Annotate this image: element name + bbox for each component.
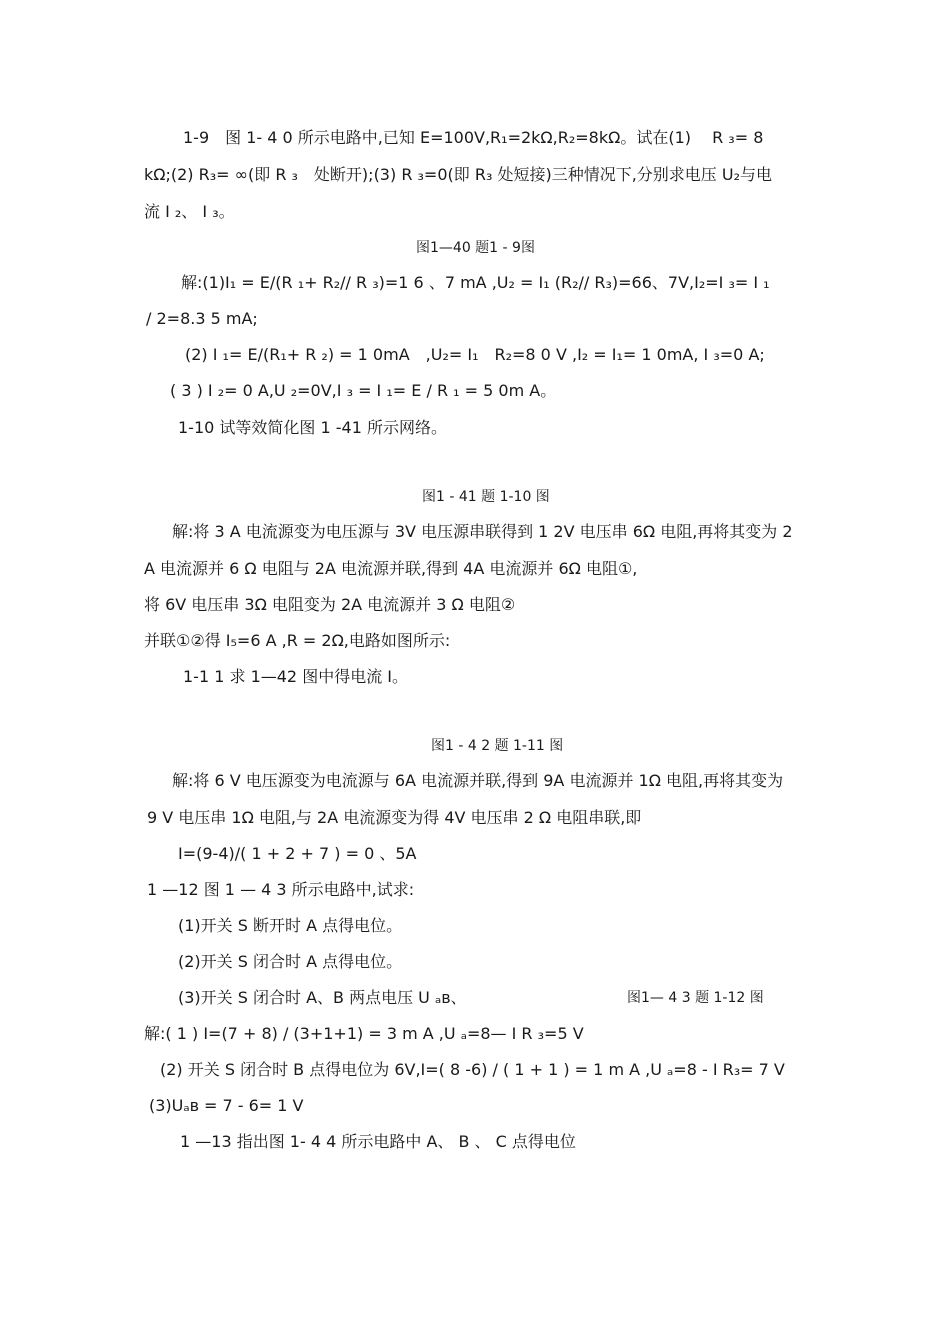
line-sol-1-11-a: 解:将 6 V 电压源变为电流源与 6A 电流源并联,得到 9A 电流源并 1Ω 电阻,再将其变为 (172, 771, 784, 790)
line-1-12-q2: (2)开关 S 闭合时 A 点得电位。 (178, 952, 403, 971)
line-sol-1-11-b: 9 V 电压串 1Ω 电阻,与 2A 电流源变为得 4V 电压串 2 Ω 电阻串联,即 (147, 808, 642, 827)
line-sol-1-9-c: (2) I ₁= E/(R₁+ R ₂) = 1 0mA ,U₂= I₁ R₂=8 0 V ,I₂ = I₁= 1 0mA, I ₃=0 A; (185, 345, 765, 364)
line-1-9-a: 1-9 图 1- 4 0 所示电路中,已知 E=100V,R₁=2kΩ,R₂=8kΩ。试在(1) R ₃= 8 (183, 128, 764, 147)
line-1-10: 1-10 试等效简化图 1 -41 所示网络。 (178, 418, 447, 437)
line-1-12: 1 —12 图 1 — 4 3 所示电路中,试求: (147, 880, 415, 899)
caption-fig-1-41: 图1 - 41 题 1-10 图 (422, 489, 550, 505)
line-1-9-b: kΩ;(2) R₃= ∞(即 R ₃ 处断开);(3) R ₃=0(即 R₃ 处短接)三种情况下,分别求电压 U₂与电 (144, 165, 773, 184)
line-sol-1-10-a: 解:将 3 A 电流源变为电压源与 3V 电压源串联得到 1 2V 电压串 6Ω 电阻,再将其变为 2 (172, 522, 793, 541)
line-1-12-q3: (3)开关 S 闭合时 A、B 两点电压 U ₐʙ、 (178, 988, 467, 1007)
line-1-11: 1-1 1 求 1—42 图中得电流 I。 (183, 667, 409, 686)
line-sol-1-11-c: I=(9-4)/( 1 + 2 + 7 ) = 0 、5A (178, 844, 417, 863)
caption-fig-1-43: 图1— 4 3 题 1-12 图 (627, 990, 764, 1006)
line-sol-1-12-b: (2) 开关 S 闭合时 B 点得电位为 6V,I=( 8 -6) / ( 1 + 1 ) = 1 m A ,U ₐ=8 - I R₃= 7 V (160, 1060, 785, 1079)
caption-fig-1-40: 图1—40 题1 - 9图 (416, 240, 535, 256)
line-1-13: 1 —13 指出图 1- 4 4 所示电路中 A、 B 、 C 点得电位 (180, 1132, 576, 1151)
caption-fig-1-42: 图1 - 4 2 题 1-11 图 (431, 738, 564, 754)
line-sol-1-10-b: A 电流源并 6 Ω 电阻与 2A 电流源并联,得到 4A 电流源并 6Ω 电阻①, (144, 559, 638, 578)
line-sol-1-9-b: / 2=8.3 5 mA; (146, 309, 258, 328)
line-sol-1-9-a: 解:(1)I₁ = E/(R ₁+ R₂// R ₃)=1 6 、7 mA ,U₂ = I₁ (R₂// R₃)=66、7V,I₂=I ₃= I ₁ (181, 273, 770, 292)
line-1-12-q1: (1)开关 S 断开时 A 点得电位。 (178, 916, 403, 935)
line-sol-1-12-c: (3)Uₐʙ = 7 - 6= 1 V (149, 1096, 304, 1115)
line-sol-1-10-d: 并联①②得 I₅=6 A ,R = 2Ω,电路如图所示: (144, 631, 451, 650)
line-sol-1-12-a: 解:( 1 ) I=(7 + 8) / (3+1+1) = 3 m A ,U ₐ=8— I R ₃=5 V (144, 1024, 584, 1043)
line-1-9-c: 流 I ₂、 I ₃。 (144, 202, 235, 221)
line-sol-1-9-d: ( 3 ) I ₂= 0 A,U ₂=0V,I ₃ = I ₁= E / R ₁ = 5 0m A。 (170, 381, 557, 400)
line-sol-1-10-c: 将 6V 电压串 3Ω 电阻变为 2A 电流源并 3 Ω 电阻② (144, 595, 516, 614)
